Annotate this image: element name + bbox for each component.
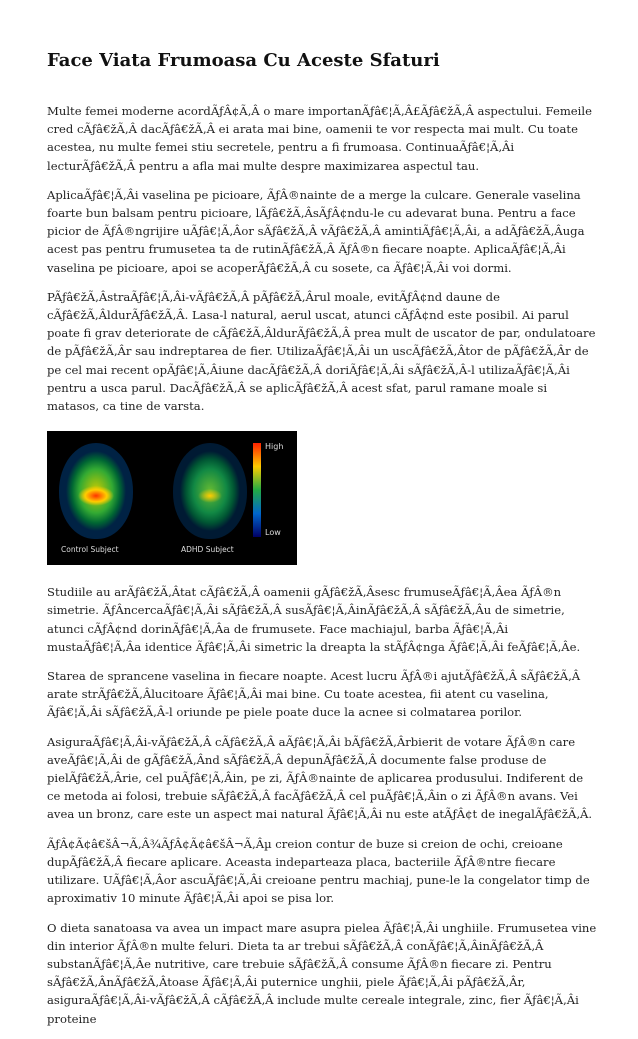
document-page <box>47 50 599 1039</box>
paragraph-hair-care: PÃƒâ€žÃ‚ÂstraÃƒâ€¦Ã‚Âi-vÃƒâ€žÃ‚Â pÃƒâ€žÃ‚Ârul moale, evitÃƒÂ¢nd daune de cÃƒâ€žÃ‚ÂldurÃƒâ€žÃ‚Â. Lasa-l natural, aerul uscat, atunci cÃƒÂ¢nd este posibil. Ai parul poate fi grav deteriorate de cÃƒâ€žÃ‚ÂldurÃƒâ€žÃ‚Â prea mult de uscator de par, ondulatoare de pÃƒâ€žÃ‚Âr sau indreptarea de fier. UtilizaÃƒâ€¦Ã‚Âi un uscÃƒâ€žÃ‚Âtor de pÃƒâ€žÃ‚Âr de pe cel mai recent opÃƒâ€¦Ã‚Âiune dacÃƒâ€žÃ‚Â doriÃƒâ€¦Ã‚Âi sÃƒâ€žÃ‚Â-l utilizaÃƒâ€¦Ã‚Âi pentru a usca parul. DacÃƒâ€žÃ‚Â se aplicÃƒâ€žÃ‚Â acest sfat, parul ramane moale si matasos, ca tine de varsta. <box>47 289 596 414</box>
control-brain-scan <box>59 443 133 539</box>
adhd-subject-caption: ADHD Subject <box>181 545 234 555</box>
brain-scan-image <box>47 431 297 565</box>
color-scale-bar <box>253 443 261 537</box>
paragraph-diet: O dieta sanatoasa va avea un impact mare asupra pielea Ãƒâ€¦Ã‚Âi unghiile. Frumusetea vine din interior ÃƒÂ®n multe feluri. Dieta ta ar trebui sÃƒâ€žÃ‚Â conÃƒâ€¦Ã‚ÂinÃƒâ€žÃ‚Â substanÃƒâ€¦Ã‚Âe nutritive, care trebuie sÃƒâ€žÃ‚Â consume ÃƒÂ®n fiecare zi. Pentru sÃƒâ€žÃ‚ÂnÃƒâ€žÃ‚Âtoase Ãƒâ€¦Ã‚Âi puternice unghii, piele Ãƒâ€¦Ã‚Âi pÃƒâ€žÃ‚Âr, asiguraÃƒâ€¦Ã‚Âi-vÃƒâ€žÃ‚Â cÃƒâ€žÃ‚Â include multe cereale integrale, zinc, fier Ãƒâ€¦Ã‚Âi proteine <box>47 920 597 1026</box>
control-subject-caption: Control Subject <box>61 545 119 555</box>
paragraph-tanning: AsiguraÃƒâ€¦Ã‚Âi-vÃƒâ€žÃ‚Â cÃƒâ€žÃ‚Â aÃƒâ€¦Ã‚Âi bÃƒâ€žÃ‚Ârbierit de votare ÃƒÂ®n care aveÃƒâ€¦Ã‚Âi de gÃƒâ€žÃ‚Ând sÃƒâ€žÃ‚Â depunÃƒâ€žÃ‚Â documente false produse de pielÃƒâ€žÃ‚Ârie, cel puÃƒâ€¦Ã‚Âin, pe zi, ÃƒÂ®nainte de aplicarea produsului. Indiferent de ce metoda ai folosi, trebuie sÃƒâ€žÃ‚Â facÃƒâ€žÃ‚Â cel puÃƒâ€¦Ã‚Âin o zi ÃƒÂ®n avans. Vei avea un bronz, care este un aspect mai natural Ãƒâ€¦Ã‚Âi nu este atÃƒÂ¢t de inegalÃƒâ€žÃ‚Â. <box>47 734 593 822</box>
document-title: Face Viata Frumoasa Cu Aceste Sfaturi <box>47 50 440 71</box>
scale-high-label: High <box>265 442 284 452</box>
adhd-brain-scan <box>173 443 247 539</box>
paragraph-vaseline-feet: AplicaÃƒâ€¦Ã‚Âi vaselina pe picioare, ÃƒÂ®nainte de a merge la culcare. Generale vaselina foarte bun balsam pentru picioare, lÃƒâ€žÃ‚ÂsÃƒÂ¢ndu-le cu adevarat buna. Pentru a face picior de ÃƒÂ®ngrijire uÃƒâ€¦Ã‚Âor sÃƒâ€žÃ‚Â vÃƒâ€žÃ‚Â amintiÃƒâ€¦Ã‚Âi, a adÃƒâ€žÃ‚Âuga acest pas pentru frumusetea ta de rutinÃƒâ€žÃ‚Â ÃƒÂ®n fiecare noapte. AplicaÃƒâ€¦Ã‚Âi vaselina pe picioare, apoi se acoperÃƒâ€žÃ‚Â cu sosete, ca Ãƒâ€¦Ã‚Âi voi dormi. <box>47 187 585 275</box>
paragraph-eyebrows: Starea de sprancene vaselina in fiecare noapte. Acest lucru ÃƒÂ®i ajutÃƒâ€žÃ‚Â sÃƒâ€žÃ‚Â arate strÃƒâ€žÃ‚Âlucitoare Ãƒâ€¦Ã‚Âi mai bine. Cu toate acestea, fii atent cu vaselina, Ãƒâ€¦Ã‚Âi sÃƒâ€žÃ‚Â-l oriunde pe piele poate duce la acnee si colmatarea porilor. <box>47 669 581 720</box>
paragraph-pencils: ÃƒÂ¢Ã¢â€šÂ¬Ã‚Â¾ÃƒÂ¢Ã¢â€šÂ¬Ã‚Âµ creion contur de buze si creion de ochi, creioane dupÃƒâ€žÃ‚Â fiecare aplicare. Aceasta indeparteaza placa, bacteriile ÃƒÂ®ntre fiecare utilizare. UÃƒâ€¦Ã‚Âor ascuÃƒâ€¦Ã‚Âi creioane pentru machiaj, pune-le la congelator timp de aproximativ 10 minute Ãƒâ€¦Ã‚Âi apoi se pisa lor. <box>47 836 590 906</box>
paragraph-symmetry: Studiile au arÃƒâ€žÃ‚Âtat cÃƒâ€žÃ‚Â oamenii gÃƒâ€žÃ‚Âsesc frumuseÃƒâ€¦Ã‚Âea ÃƒÂ®n simetrie. ÃƒÂncercaÃƒâ€¦Ã‚Âi sÃƒâ€žÃ‚Â susÃƒâ€¦Ã‚ÂinÃƒâ€žÃ‚Â sÃƒâ€žÃ‚Âu de simetrie, atunci cÃƒÂ¢nd dorinÃƒâ€¦Ã‚Âa de frumusete. Face machiajul, barba Ãƒâ€¦Ã‚Âi mustaÃƒâ€¦Ã‚Âa identice Ãƒâ€¦Ã‚Âi simetric la dreapta la stÃƒÂ¢nga Ãƒâ€¦Ã‚Âi feÃƒâ€¦Ã‚Âe. <box>47 585 581 654</box>
scale-low-label: Low <box>265 528 281 538</box>
paragraph-intro: Multe femei moderne acordÃƒÂ¢Ã‚Â o mare importanÃƒâ€¦Ã‚Â£Ãƒâ€žÃ‚Â aspectului. Femeile cred cÃƒâ€žÃ‚Â dacÃƒâ€žÃ‚Â ei arata mai bine, oamenii te vor respecta mai mult. Cu toate acestea, nu multe femei stiu secretele, pentru a fi frumoasa. ContinuaÃƒâ€¦Ã‚Âi lecturÃƒâ€žÃ‚Â pentru a afla mai multe despre maximizarea aspectul tau. <box>47 104 592 173</box>
